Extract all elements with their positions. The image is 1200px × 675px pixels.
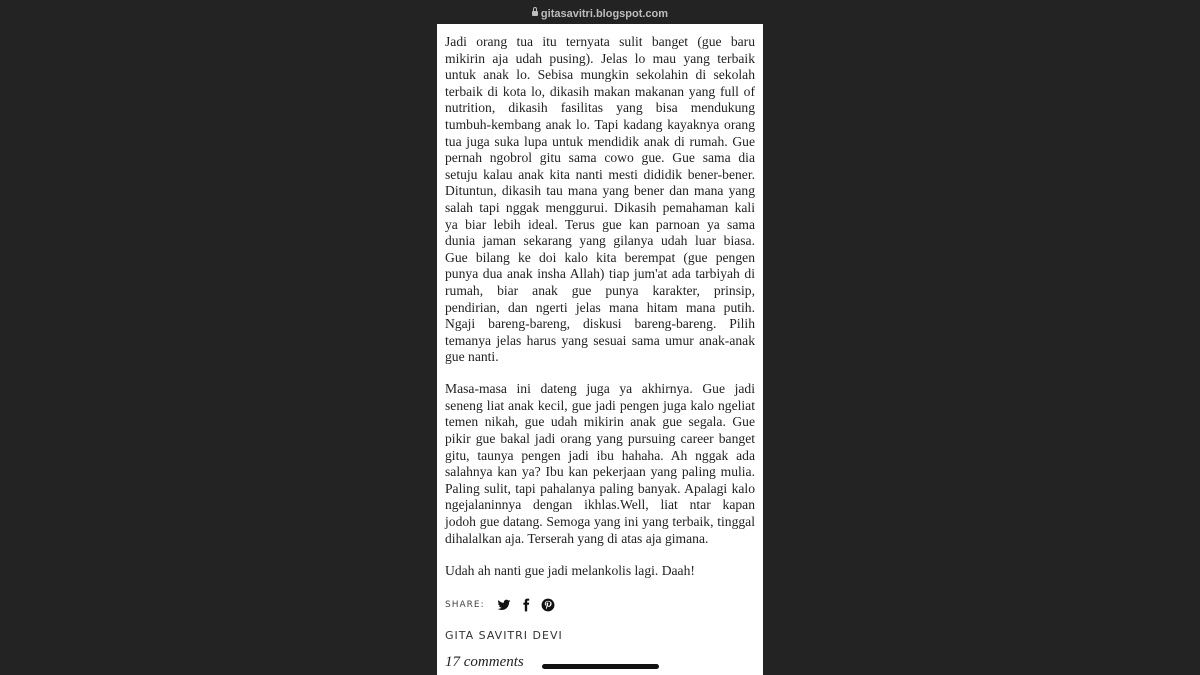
text-line: pernah ngobrol gitu sama cowo gue. Gue sama dia	[445, 150, 755, 166]
pinterest-icon[interactable]	[541, 598, 555, 612]
paragraph	[445, 381, 755, 547]
text-line: Jadi orang tua itu ternyata sulit banget (gue baru	[445, 34, 755, 49]
text-line: terbaik di kota lo, dikasih makan makanan yang full of	[445, 83, 755, 99]
paragraph	[445, 34, 755, 366]
address-bar[interactable]	[0, 8, 1200, 20]
text-line: Gue bilang ke doi kalo kita berempat (gue pengen	[445, 249, 755, 265]
text-line: ya biar lebih ideal. Terus gue kan parnoan ya sama	[445, 216, 755, 232]
twitter-icon[interactable]	[497, 598, 511, 612]
author-name[interactable]: GITA SAVITRI DEVI	[445, 629, 563, 643]
article-content	[445, 34, 755, 671]
text-line: pendirian, dan ngerti jelas mana hitam mana putih.	[445, 299, 755, 315]
text-line: tua juga suka lupa untuk mendidik anak di rumah. Gue	[445, 133, 755, 149]
text-line: mikirin aja udah pusing). Jelas lo mau yang terbaik	[445, 50, 755, 66]
home-indicator[interactable]	[542, 664, 659, 669]
article-page	[437, 24, 763, 675]
text-line: punya dua anak insha Allah) tiap jum'at ada tarbiyah di	[445, 266, 755, 282]
share-label: SHARE:	[445, 600, 485, 611]
text-line: Paling sulit, tapi pahalanya paling banyak. Apalagi kalo	[445, 480, 755, 496]
text-line: salahnya kan ya? Ibu kan pekerjaan yang paling mulia.	[445, 464, 755, 480]
text-line: setuju kalau anak kita nanti mesti dididik bener-bener.	[445, 166, 755, 182]
text-line: Masa-masa ini dateng juga ya akhirnya. Gue jadi	[445, 381, 755, 397]
text-line: seneng liat anak kecil, gue jadi pengen juga kalo ngeliat	[445, 397, 755, 413]
text-line: ngejalaninnya dengan ikhlas.Well, liat ntar kapan	[445, 497, 755, 513]
text-line: Ngaji bareng-bareng, diskusi bareng-bareng. Pilih	[445, 316, 755, 332]
paragraph	[445, 563, 755, 580]
text-line: nutrition, dikasih fasilitas yang bisa mendukung	[445, 100, 755, 116]
text-line: salah tapi nggak menggurui. Dikasih pemahaman kali	[445, 199, 755, 215]
text-line: gitu, taunya pengen jadi ibu hahaha. Ah nggak ada	[445, 447, 755, 463]
text-line: temanya jelas harus yang sesuai sama umur anak-anak	[445, 332, 755, 348]
share-bar	[445, 597, 755, 613]
comments-link[interactable]: 17 comments	[445, 654, 524, 671]
lock-icon	[532, 11, 538, 16]
article-body	[445, 34, 755, 579]
text-line: rumah, biar anak gue punya karakter, prinsip,	[445, 282, 755, 298]
text-line: untuk anak lo. Sebisa mungkin sekolahin di sekolah	[445, 67, 755, 83]
text-line: temen nikah, gue udah mikirin anak gue segala. Gue	[445, 414, 755, 430]
text-line: gue nanti.	[445, 349, 499, 365]
facebook-icon[interactable]	[519, 598, 533, 612]
text-line: dunia jaman sekarang yang gilanya udah luar biasa.	[445, 233, 755, 249]
text-line: pikir gue bakal jadi orang yang pursuing career banget	[445, 431, 755, 447]
text-line: Udah ah nanti gue jadi melankolis lagi. Daah!	[445, 562, 695, 578]
text-line: Dituntun, dikasih tau mana yang bener dan mana yang	[445, 183, 755, 199]
text-line: dihalalkan aja. Terserah yang di atas aja gimana.	[445, 530, 709, 546]
text-line: tumbuh-kembang anak lo. Tapi kadang kayaknya orang	[445, 116, 755, 132]
url-text: gitasavitri.blogspot.com	[540, 8, 669, 20]
text-line: jodoh gue datang. Semoga yang ini yang terbaik, tinggal	[445, 514, 755, 530]
